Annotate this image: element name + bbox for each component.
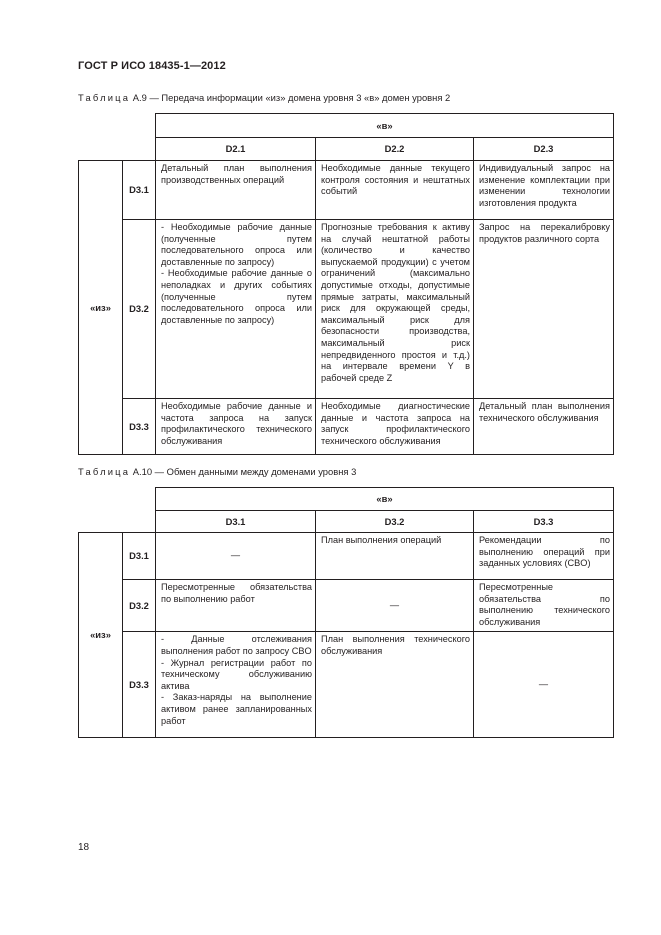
table-cell: Необходимые рабочие данные и частота запроса на запуск профилактического технического обслуживания xyxy=(156,399,316,455)
table-row xyxy=(79,533,614,580)
table-cell: Необходимые данные текущего контроля состояния и нештатных событий xyxy=(316,161,474,220)
from-label: «из» xyxy=(79,533,123,738)
table-a10-caption xyxy=(78,466,356,477)
to-label: «в» xyxy=(156,488,614,511)
row-header: D3.3 xyxy=(123,632,156,738)
column-header: D3.2 xyxy=(316,511,474,533)
column-header: D3.3 xyxy=(474,511,614,533)
column-header: D2.3 xyxy=(474,138,614,161)
table-cell: Пересмотренные обязательства по выполнению технического обслуживания xyxy=(474,580,614,632)
table-row xyxy=(79,580,614,632)
table-cell: Детальный план выполнения технического обслуживания xyxy=(474,399,614,455)
blank-corner xyxy=(79,511,156,533)
table-cell: — xyxy=(156,533,316,580)
blank-corner xyxy=(79,488,156,511)
row-header: D3.1 xyxy=(123,533,156,580)
table-cell xyxy=(156,220,316,399)
blank-corner xyxy=(79,114,156,138)
cell-line: - Данные отслеживания выполнения работ по запросу CBO xyxy=(161,634,312,656)
table-cell: — xyxy=(316,580,474,632)
table-cell: Запрос на перекалибровку продуктов различного сорта xyxy=(474,220,614,399)
table-cell: Детальный план выполнения производственных операций xyxy=(156,161,316,220)
caption-text: А.10 — Обмен данными между доменами уровня 3 xyxy=(130,466,357,477)
column-header: D2.2 xyxy=(316,138,474,161)
column-header: D2.1 xyxy=(156,138,316,161)
cell-line: - Журнал регистрации работ по техническому обслуживанию актива xyxy=(161,657,312,691)
table-row xyxy=(79,161,614,220)
caption-word: Таблица xyxy=(78,92,131,103)
blank-corner xyxy=(79,138,156,161)
cell-line: - Необходимые рабочие данные о неполадках и других событиях (полученные путем последовательного опроса или доставленные по запросу) xyxy=(161,268,312,325)
row-header: D3.3 xyxy=(123,399,156,455)
table-cell: — xyxy=(474,632,614,738)
row-header: D3.2 xyxy=(123,580,156,632)
cell-line: - Необходимые рабочие данные (полученные путем последовательного опроса или доставленные по запросу) xyxy=(161,222,312,267)
table-cell xyxy=(156,632,316,738)
table-row xyxy=(79,220,614,399)
table-cell: Рекомендации по выполнению операций при заданных условиях (CBO) xyxy=(474,533,614,580)
column-header: D3.1 xyxy=(156,511,316,533)
table-a9-caption xyxy=(78,92,450,103)
to-label: «в» xyxy=(156,114,614,138)
table-row xyxy=(79,399,614,455)
from-label: «из» xyxy=(79,161,123,455)
table-cell: Необходимые диагностические данные и частота запроса на запуск профилактического технического обслуживания xyxy=(316,399,474,455)
table-cell: План выполнения технического обслуживания xyxy=(316,632,474,738)
caption-text: А.9 — Передача информации «из» домена уровня 3 «в» домен уровня 2 xyxy=(130,92,451,103)
table-row xyxy=(79,632,614,738)
table-a9 xyxy=(78,113,614,455)
cell-line: - Заказ-наряды на выполнение активом ранее запланированных работ xyxy=(161,692,312,726)
document-header: ГОСТ Р ИСО 18435-1—2012 xyxy=(78,60,226,72)
caption-word: Таблица xyxy=(78,466,131,477)
row-header: D3.1 xyxy=(123,161,156,220)
table-cell: Прогнозные требования к активу на случай нештатной работы (количество и качество выпускаемой продукции) с учетом ограничений (максимально допустимые отходы, допустимые прямые затраты, максимальный риск для окружающей среды, максимальный риск для безопасности производства, максимальный риск непредвиденного простоя и т.д.) на интервале времени Y в рабочей среде Z xyxy=(316,220,474,399)
row-header: D3.2 xyxy=(123,220,156,399)
table-cell: Пересмотренные обязательства по выполнению работ xyxy=(156,580,316,632)
table-cell: План выполнения операций xyxy=(316,533,474,580)
table-a10 xyxy=(78,487,614,738)
table-cell: Индивидуальный запрос на изменение комплектации при изменении технологии изготовления продукта xyxy=(474,161,614,220)
page-number: 18 xyxy=(78,842,90,853)
